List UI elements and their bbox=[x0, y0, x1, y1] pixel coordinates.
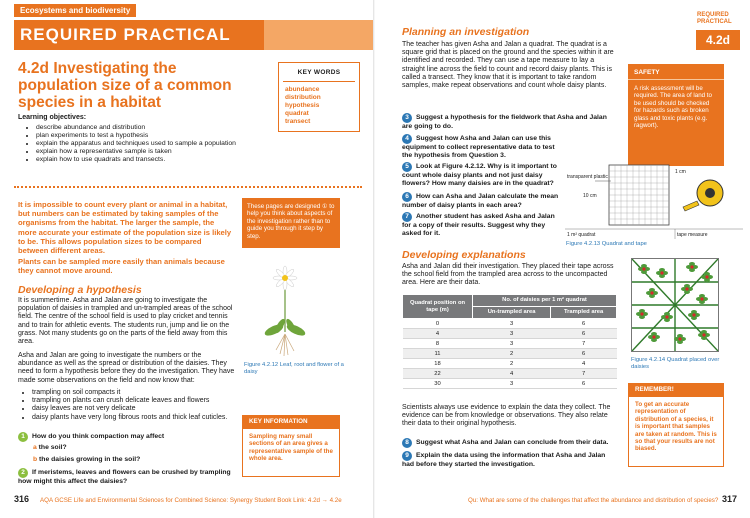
safety-box bbox=[628, 64, 724, 166]
remember-text: To get an accurate representation of distribution of a species, it is important that samples are taken at random. This is so that your results are not biased. bbox=[635, 401, 717, 453]
question-1b bbox=[33, 456, 140, 463]
key-information-text: Sampling many small sections of an area gives a representative sample of the whole area. bbox=[249, 433, 333, 463]
table-cell: 2 bbox=[473, 359, 551, 369]
dotted-divider bbox=[14, 186, 362, 188]
objectives-heading: Learning objectives: bbox=[18, 114, 87, 121]
daisy-flower bbox=[692, 313, 695, 316]
question-3 bbox=[402, 113, 607, 131]
figure-label: tape measure bbox=[677, 232, 708, 238]
planning-paragraph: The teacher has given Asha and Jalan a quadrat. The quadrat is a square grid that is placed on the ground and the species within it are identified and recorded. They can use a tape measure to lay a straight line across the field to count and record daisy plants. This is called a transect. They know that it is important to take random samples, make repeat observations and count whole daisy plants. bbox=[402, 41, 614, 90]
question-4 bbox=[402, 134, 562, 160]
table-cell: 0 bbox=[403, 319, 473, 329]
daisy-flower bbox=[642, 267, 645, 270]
table-cell: 3 bbox=[473, 329, 551, 339]
tag-line: REQUIRED bbox=[697, 12, 729, 18]
figure-label: 1 cm bbox=[675, 169, 686, 175]
question-text: Look at Figure 4.2.12. Why is it important to count whole daisy plants and not just daisy flowers? How many daisies are in the quadrat? bbox=[402, 163, 557, 187]
question-text: Another student has asked Asha and Jalan for a copy of their results. Suggest why they asked for it. bbox=[402, 213, 555, 237]
table-cell: 3 bbox=[473, 379, 551, 389]
question-1 bbox=[18, 432, 243, 442]
figure-caption: Figure 4.2.13 Quadrat and tape bbox=[566, 241, 647, 247]
daisy-flower bbox=[705, 275, 708, 278]
question-number: 8 bbox=[402, 438, 412, 448]
daisy-flower bbox=[640, 312, 643, 315]
page-number-right: 317 bbox=[722, 494, 738, 504]
objectives-list bbox=[32, 124, 242, 164]
footer-text-right: Qu: What are some of the challenges that affect the abundance and distribution of species? bbox=[468, 497, 719, 504]
key-word: quadrat bbox=[285, 110, 309, 117]
developing-explanations-heading: Developing explanations bbox=[402, 249, 526, 261]
quadrat-over-daisies-figure bbox=[631, 258, 719, 352]
daisy-flower bbox=[700, 297, 703, 300]
figure-label: 10 cm bbox=[583, 193, 597, 199]
question-5 bbox=[402, 162, 562, 188]
key-word: abundance bbox=[285, 86, 320, 93]
question-8 bbox=[402, 438, 617, 448]
daisy-field-illustration bbox=[632, 259, 718, 351]
daisy-flower bbox=[652, 335, 655, 338]
body-paragraph: It is summertime. Asha and Jalan are going to investigate the population of daisies in trampled and un-trampled areas of the school field. The centre of the school field is used to play cricket and tennis and to train for athletic events. The students run, jump and lie on the grass. Not many students go on the parts of the field away from this area. bbox=[18, 297, 233, 346]
table-cell: 18 bbox=[403, 359, 473, 369]
key-information-heading: KEY INFORMATION bbox=[243, 416, 339, 429]
question-6 bbox=[402, 192, 562, 210]
note-box: These pages are designed ① to help you think about aspects of the investigation rather than to guide you through it step by step. bbox=[242, 198, 340, 248]
observation-item: • daisy leaves are not very delicate bbox=[32, 405, 253, 413]
daisy-flower bbox=[702, 333, 705, 336]
table-cell: 7 bbox=[551, 369, 617, 379]
table-row bbox=[403, 359, 617, 369]
table-cell: 4 bbox=[473, 369, 551, 379]
key-information-box bbox=[242, 415, 340, 477]
question-text: Suggest what Asha and Jalan can conclude from their data. bbox=[416, 439, 609, 446]
objective-item: • explain how a representative sample is taken bbox=[36, 148, 242, 156]
table-cell: 11 bbox=[403, 349, 473, 359]
key-word: hypothesis bbox=[285, 102, 320, 109]
body-paragraph: Asha and Jalan are going to investigate the numbers or the abundance as well as the spread or distribution of the daisies. They need to form a hypothesis before they do the investigation. They have made some observations on the field and now know that: bbox=[18, 352, 235, 384]
question-2 bbox=[18, 468, 243, 486]
table-cell: 3 bbox=[473, 339, 551, 349]
question-number: 6 bbox=[402, 192, 412, 202]
table-cell: 6 bbox=[551, 349, 617, 359]
question-text: How can Asha and Jalan calculate the mean number of daisy plants in each area? bbox=[402, 193, 559, 209]
question-number: 2 bbox=[18, 468, 28, 478]
question-number: 5 bbox=[402, 162, 412, 172]
table-header: Quadrat position on tape (m) bbox=[403, 295, 473, 319]
explanations-paragraph: Asha and Jalan did their investigation. They placed their tape across the school field from the trampled area across to the uncompacted area. Here are their data. bbox=[402, 263, 614, 287]
sub-question-text: the daisies growing in the soil? bbox=[39, 456, 141, 463]
safety-heading: SAFETY bbox=[628, 64, 724, 80]
question-text: Explain the data using the information that Asha and Jalan had before they started the investigation. bbox=[402, 452, 606, 468]
topic-label: Ecosystems and biodiversity bbox=[14, 4, 136, 17]
evidence-paragraph: Scientists always use evidence to explain the data they collect. The evidence can be from knowledge or observations. They also relate their data to their original hypothesis. bbox=[402, 404, 611, 428]
table-row bbox=[403, 349, 617, 359]
intro-paragraph-2: Plants can be sampled more easily than animals because they cannot move around. bbox=[18, 257, 225, 276]
banner-text: REQUIRED PRACTICAL bbox=[20, 25, 231, 44]
key-words-heading: KEY WORDS bbox=[297, 69, 341, 76]
table-row bbox=[403, 329, 617, 339]
sub-question-text: the soil? bbox=[38, 444, 67, 451]
question-9 bbox=[402, 451, 617, 469]
question-number: 4 bbox=[402, 134, 412, 144]
table-cell: 6 bbox=[551, 319, 617, 329]
table-row bbox=[403, 379, 617, 389]
table-cell: 6 bbox=[551, 329, 617, 339]
daisy-illustration bbox=[250, 262, 320, 357]
quadrat-and-tape-figure bbox=[565, 163, 743, 239]
intro-paragraph: It is impossible to count every plant or animal in a habitat, but numbers can be estimated by taking samples of the organisms from the habitat. The larger the sample, the more accurate your estimate of the population size is likely to be. This allows population sizes to be compared between different areas. bbox=[18, 200, 232, 256]
daisy-flower bbox=[678, 337, 681, 340]
question-number: 3 bbox=[402, 113, 412, 123]
objective-item: • plan experiments to test a hypothesis bbox=[36, 132, 242, 140]
table-cell: 4 bbox=[551, 359, 617, 369]
section-badge: 4.2d bbox=[696, 30, 740, 50]
table-group-header: No. of daisies per 1 m² quadrat bbox=[473, 295, 617, 307]
question-text: If meristems, leaves and flowers can be crushed by trampling how might this affect the daisies? bbox=[18, 469, 231, 485]
daisy-flower bbox=[650, 291, 653, 294]
table-header: Trampled area bbox=[551, 307, 617, 319]
key-word: distribution bbox=[285, 94, 321, 101]
required-practical-banner bbox=[14, 20, 264, 50]
observation-item: • daisy plants have very long fibrous roots and thick leaf cuticles. bbox=[32, 414, 253, 422]
question-number: 9 bbox=[402, 451, 412, 461]
observations-list bbox=[28, 389, 253, 422]
table-cell: 7 bbox=[551, 339, 617, 349]
table-cell: 30 bbox=[403, 379, 473, 389]
observation-item: • trampling on plants can crush delicate leaves and flowers bbox=[32, 397, 253, 405]
daisy-data-table bbox=[402, 294, 617, 389]
daisy-flower bbox=[690, 265, 693, 268]
key-word: transect bbox=[285, 118, 311, 125]
remember-box bbox=[628, 383, 724, 467]
safety-text: A risk assessment will be required. The area of land to be used should be checked for hazards such as broken glass and toxic plants (e.g. ragwort). bbox=[634, 85, 712, 130]
developing-hypothesis-heading: Developing a hypothesis bbox=[18, 284, 142, 296]
table-cell: 22 bbox=[403, 369, 473, 379]
objective-item: • explain the apparatus and techniques used to sample a population bbox=[36, 140, 242, 148]
table-row bbox=[403, 319, 617, 329]
question-text: How do you think compaction may affect bbox=[32, 433, 165, 440]
question-text: Suggest how Asha and Jalan can use this equipment to collect representative data to test the hypothesis from Question 3. bbox=[402, 135, 555, 159]
question-number: 1 bbox=[18, 432, 28, 442]
question-7 bbox=[402, 212, 562, 238]
figure-label: transparent plastic bbox=[567, 174, 608, 180]
question-1a bbox=[33, 444, 67, 451]
key-words-box bbox=[278, 62, 360, 132]
figure-label: 1 m² quadrat bbox=[567, 232, 596, 238]
table-row bbox=[403, 369, 617, 379]
question-text: Suggest a hypothesis for the fieldwork that Asha and Jalan are going to do. bbox=[402, 114, 607, 130]
remember-heading: REMEMBER! bbox=[629, 384, 723, 397]
table-header: Un-trampled area bbox=[473, 307, 551, 319]
footer-text-left: AQA GCSE Life and Environmental Sciences for Combined Science: Synergy Student Book Link: 4.2d → 4.2e bbox=[40, 497, 342, 504]
question-number: 7 bbox=[402, 212, 412, 222]
figure-caption: Figure 4.2.12 Leaf, root and flower of a daisy bbox=[244, 362, 344, 375]
observation-item: • trampling on soil compacts it bbox=[32, 389, 253, 397]
daisy-flower bbox=[685, 287, 688, 290]
tape-measure-icon bbox=[683, 180, 723, 211]
table-cell: 2 bbox=[473, 349, 551, 359]
table-cell: 6 bbox=[551, 379, 617, 389]
sub-letter: a bbox=[33, 444, 37, 451]
sub-letter: b bbox=[33, 456, 38, 463]
table-row bbox=[403, 339, 617, 349]
page-number-left: 316 bbox=[14, 494, 30, 504]
objective-item: • explain how to use quadrats and transects. bbox=[36, 156, 242, 164]
objective-item: • describe abundance and distribution bbox=[36, 124, 242, 132]
figure-caption: Figure 4.2.14 Quadrat placed over daisies bbox=[631, 357, 720, 370]
required-practical-tag bbox=[697, 12, 732, 26]
table-cell: 4 bbox=[403, 329, 473, 339]
banner-extension bbox=[264, 20, 375, 50]
planning-heading: Planning an investigation bbox=[402, 26, 530, 38]
table-cell: 8 bbox=[403, 339, 473, 349]
table-cell: 3 bbox=[473, 319, 551, 329]
tag-line: PRACTICAL bbox=[697, 19, 732, 25]
daisy-flower bbox=[665, 315, 668, 318]
daisy-flower bbox=[660, 271, 663, 274]
page-title: 4.2d Investigating the population size of a common species in a habitat bbox=[18, 60, 232, 111]
